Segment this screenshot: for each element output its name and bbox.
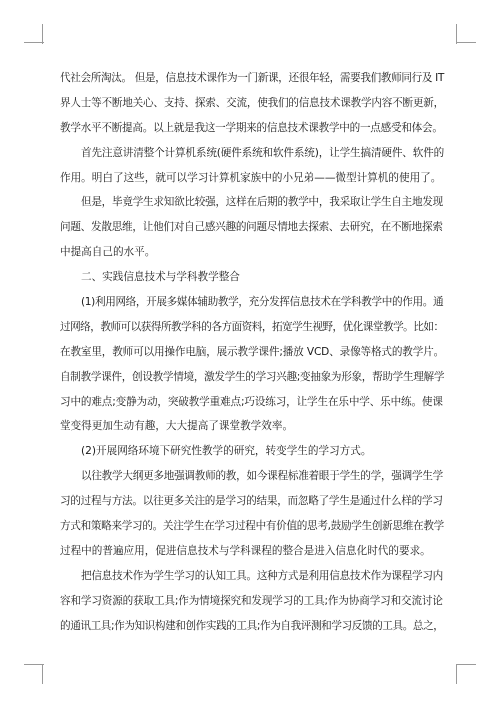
corner-mark-bottom-left-v (42, 664, 43, 684)
text-line: 首先注意讲清整个计算机系统(硬件系统和软件系统)，让学生搞清硬件、软件的 (81, 146, 445, 159)
text-line: 问题、发散思维，让他们对自己感兴趣的问题尽情地去探索、去研究，在不断地探索 (60, 221, 443, 234)
text-line: 过程中的普遍应用，促进信息技术与学科课程的整合是进入信息化时代的要求。 (60, 544, 431, 557)
text-line: 以往教学大纲更多地强调教师的教，如今课程标准着眼于学生的学，强调学生学 (81, 470, 444, 483)
text-line: 堂变得更加生动有趣，大大提高了课堂教学效率。 (60, 420, 294, 433)
text-line: (1)利用网络，开展多媒体辅助教学，充分发挥信息技术在学科教学中的作用。通 (81, 296, 444, 309)
text-line: 在教室里，教师可以用操作电脑，展示教学课件;播放 VCD、录像等格式的教学片。 (60, 345, 445, 358)
text-line: 作用。明白了这些，就可以学习计算机家族中的小兄弟——微型计算机的使用了。 (60, 171, 442, 184)
text-line: 但是，毕竟学生求知欲比较强，这样在后期的教学中，我采取让学生自主地发现 (81, 196, 444, 209)
text-line: (2)开展网络环境下研究性教学的研究，转变学生的学习方式。 (81, 445, 372, 458)
text-line: 的通讯工具;作为知识构建和创作实践的工具;作为自我评测和学习反馈的工具。总之， (60, 619, 444, 632)
text-line: 容和学习资源的获取工具;作为情境探究和发现学习的工具;作为协商学习和交流讨论 (60, 594, 443, 607)
text-line: 界人士等不断地关心、支持、探索、交流，使我们的信息技术课教学内容不断更新， (60, 96, 444, 109)
corner-mark-bottom-left-h (24, 664, 44, 665)
section-heading: 二、实践信息技术与学科教学整合 (81, 271, 240, 284)
text-line: 把信息技术作为学生学习的认知工具。这种方式是利用信息技术作为课程学习内 (81, 569, 444, 582)
text-line: 过网络，教师可以获得所教学科的各方面资料，拓宽学生视野，优化课堂教学。比如： (60, 320, 444, 333)
document-body (60, 66, 444, 638)
text-line: 代社会所淘汰。 但是，信息技术课作为一门新课，还很年轻，需要我们教师同行及 IT (60, 72, 444, 84)
text-line: 方式和策略来学习的。关注学生在学习过程中有价值的思考,鼓励学生创新思维在教学 (60, 520, 444, 533)
corner-mark-top-right-v (456, 24, 457, 44)
corner-mark-bottom-right-v (456, 664, 457, 684)
text-line: 自制教学课件，创设教学情境，激发学生的学习兴趣;变抽象为形象，帮助学生理解学 (60, 370, 445, 383)
text-line: 教学水平不断提高。以上就是我这一学期来的信息技术课教学中的一点感受和体会。 (60, 121, 443, 134)
corner-mark-top-left-h (24, 42, 44, 43)
corner-mark-top-right-h (456, 42, 476, 43)
text-line: 习的过程与方法。以往更多关注的是学习的结果，而忽略了学生是通过什么样的学习 (60, 495, 443, 508)
text-line: 习中的难点;变静为动，突破教学重难点;巧设练习，让学生在乐中学、乐中练。使课 (60, 395, 443, 408)
corner-mark-top-left-v (42, 24, 43, 44)
text-line: 中提高自己的水平。 (60, 246, 156, 259)
corner-mark-bottom-right-h (456, 664, 476, 665)
